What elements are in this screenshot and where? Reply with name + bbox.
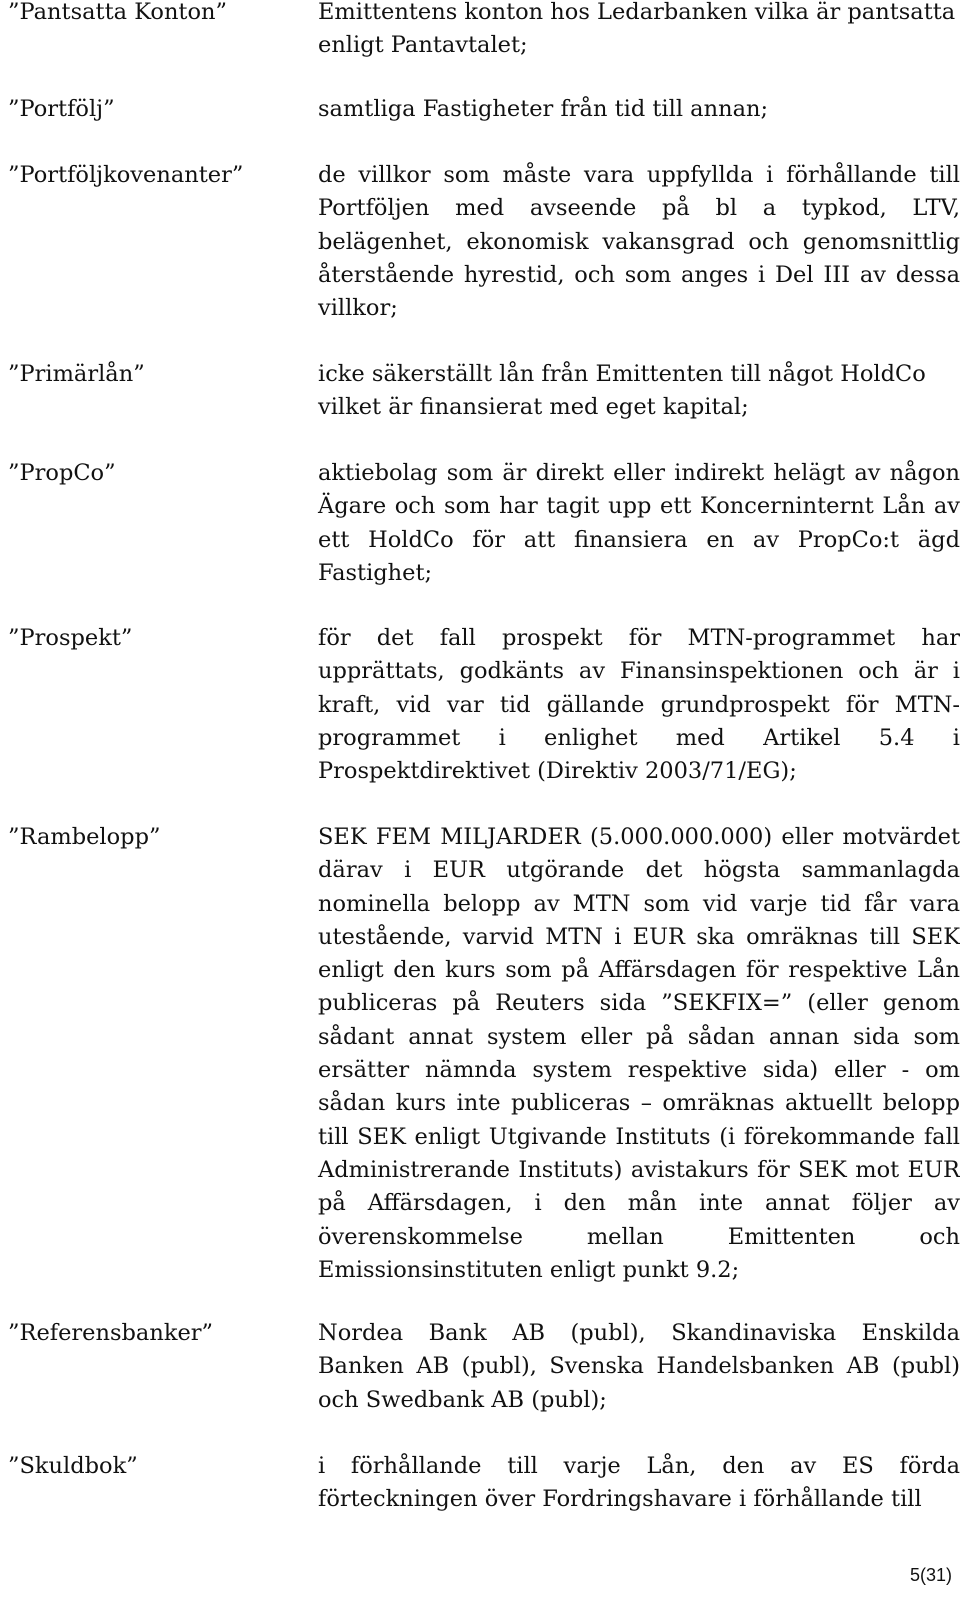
term-definition: Nordea Bank AB (publ), Skandinaviska Enskilda Banken AB (publ), Svenska Handelsbanken AB (publ) och Swedbank AB (publ); — [318, 1320, 960, 1413]
term-label: ”PropCo” — [8, 460, 116, 486]
term-label: ”Skuldbok” — [8, 1453, 138, 1479]
term-label: ”Rambelopp” — [8, 824, 161, 850]
term-label: ”Prospekt” — [8, 625, 133, 651]
page-number: 5(31) — [909, 1565, 952, 1585]
term-definition: i förhållande till varje Lån, den av ES förda förteckningen över Fordringshavare i förhållande till — [318, 1453, 960, 1513]
term-label: ”Portföljkovenanter” — [8, 162, 244, 188]
term-definition: samtliga Fastigheter från tid till annan; — [318, 96, 769, 122]
term-definition: aktiebolag som är direkt eller indirekt helägt av någon Ägare och som har tagit upp ett Koncerninternt Lån av ett HoldCo för att finansiera en av PropCo:t ägd Fastighet; — [318, 460, 960, 586]
term-label: ”Pantsatta Konton” — [8, 0, 228, 25]
term-label: ”Primärlån” — [8, 361, 145, 387]
term-definition: Emittentens konton hos Ledarbanken vilka är pantsatta enligt Pantavtalet; — [318, 0, 956, 59]
term-definition: för det fall prospekt för MTN-programmet har upprättats, godkänts av Finansinspektionen och är i kraft, vid var tid gällande grundprospekt för MTN-programmet i enlighet med Artikel 5.4 i Prospektdirektivet (Direktiv 2003/71/EG); — [318, 625, 960, 785]
term-definition: icke säkerställt lån från Emittenten till något HoldCo vilket är finansierat med eget kapital; — [318, 361, 926, 421]
term-label: ”Referensbanker” — [8, 1320, 214, 1346]
term-definition: SEK FEM MILJARDER (5.000.000.000) eller motvärdet därav i EUR utgörande det högsta sammanlagda nominella belopp av MTN som vid varje tid får vara utestående, varvid MTN i EUR ska omräknas till SEK enligt den kurs som på Affärsdagen för respektive Lån publiceras på Reuters sida ”SEKFIX=” (eller genom sådant annat system eller på sådan annan sida som ersätter nämnda system respektive sida) eller - om sådan kurs inte publiceras – omräknas aktuellt belopp till SEK enligt Utgivande Instituts (i förekommande fall Administrerande Instituts) avistakurs för SEK mot EUR på Affärsdagen, i den mån inte annat följer av överenskommelse mellan Emittenten och Emissionsinstituten enligt punkt 9.2; — [318, 824, 960, 1283]
term-label: ”Portfölj” — [8, 96, 115, 122]
term-definition: de villkor som måste vara uppfyllda i förhållande till Portföljen med avseende på bl a typkod, LTV, belägenhet, ekonomisk vakansgrad och genomsnittlig återstående hyrestid, och som anges i Del III av dessa villkor; — [318, 162, 960, 322]
